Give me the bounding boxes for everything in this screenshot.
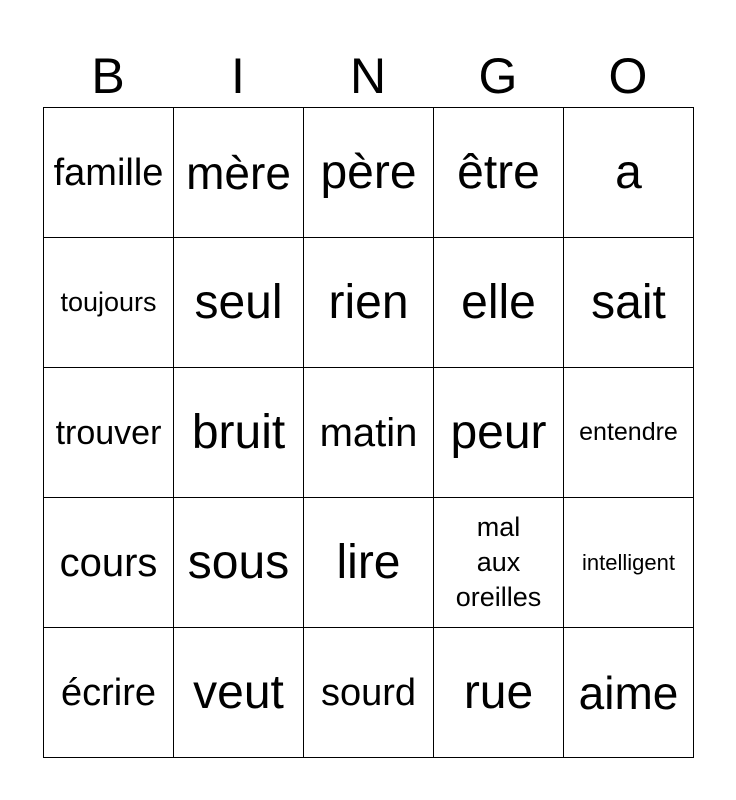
bingo-cell-multiline[interactable]	[434, 498, 564, 628]
bingo-cell[interactable]: intelligent	[564, 498, 694, 628]
cell-line: mal	[476, 511, 521, 542]
bingo-cell[interactable]: bruit	[174, 368, 304, 498]
header-letter-g: G	[478, 48, 518, 104]
bingo-cell[interactable]: entendre	[564, 368, 694, 498]
bingo-cell[interactable]: matin	[304, 368, 434, 498]
bingo-cell[interactable]: veut	[174, 628, 304, 758]
bingo-cell[interactable]: toujours	[44, 238, 174, 368]
bingo-card-grid	[43, 107, 694, 758]
header-letter-n: N	[349, 48, 387, 104]
cell-line: aux	[476, 546, 521, 577]
bingo-cell[interactable]: écrire	[44, 628, 174, 758]
bingo-cell[interactable]: a	[564, 108, 694, 238]
bingo-cell[interactable]: rien	[304, 238, 434, 368]
bingo-header	[43, 48, 693, 104]
bingo-cell[interactable]: peur	[434, 368, 564, 498]
bingo-cell[interactable]: rue	[434, 628, 564, 758]
header-letter-i: I	[231, 48, 245, 104]
bingo-cell[interactable]: lire	[304, 498, 434, 628]
header-letter-o: O	[608, 48, 648, 104]
bingo-cell[interactable]: sait	[564, 238, 694, 368]
bingo-cell[interactable]: sourd	[304, 628, 434, 758]
bingo-cell[interactable]: elle	[434, 238, 564, 368]
bingo-cell[interactable]: seul	[174, 238, 304, 368]
bingo-cell[interactable]: père	[304, 108, 434, 238]
bingo-cell[interactable]: être	[434, 108, 564, 238]
bingo-cell[interactable]: aime	[564, 628, 694, 758]
cell-line: oreilles	[455, 582, 542, 613]
header-letter-b: B	[91, 48, 125, 104]
bingo-cell[interactable]: sous	[174, 498, 304, 628]
bingo-cell[interactable]: cours	[44, 498, 174, 628]
bingo-cell[interactable]: mère	[174, 108, 304, 238]
bingo-cell[interactable]: famille	[44, 108, 174, 238]
bingo-cell[interactable]: trouver	[44, 368, 174, 498]
